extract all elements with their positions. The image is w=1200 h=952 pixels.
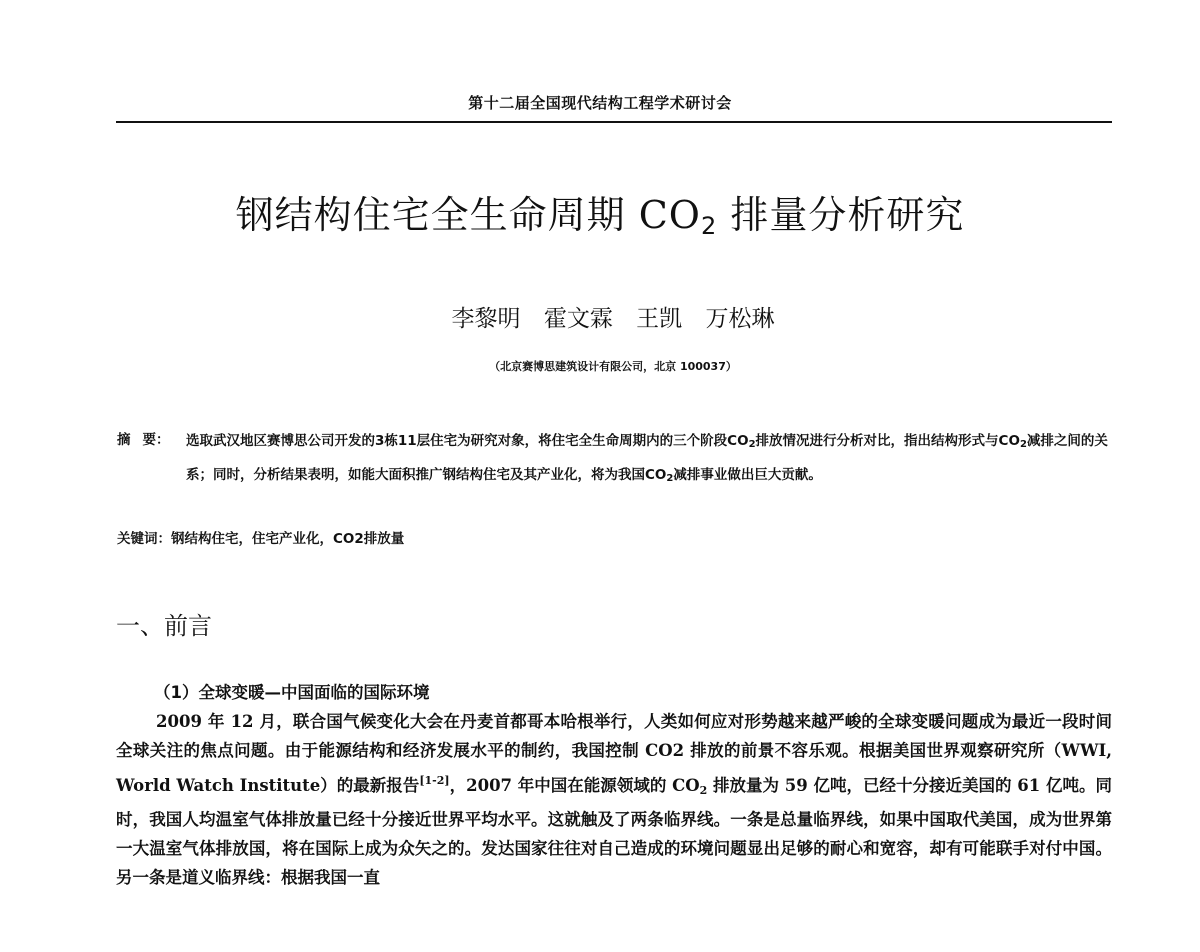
author-name: 万松琳 (705, 306, 775, 332)
paragraph-text: ，2007 年中国在能源领域的 CO (449, 775, 700, 795)
header-rule (116, 121, 1112, 123)
paragraph-text: 2009 年 12 月，联合国气候变化大会在丹麦首都哥本哈根举行，人类如何应对形势越来越严峻的全球变暖问题成为最近一段时间全球关注的焦点问题。由于能源结构和经济发展水平的制约，我国控制 CO2 排放的前景不容乐观。根据美国世界观察研究所（WWI, World Watch Institute）的最新报告 (116, 712, 1112, 795)
abstract-label-char: 摘 (117, 432, 131, 448)
abstract-body (186, 426, 1111, 494)
abstract-label-char: 要： (142, 432, 170, 448)
title-part-after: 排量分析研究 (717, 193, 965, 237)
title-part-before: 钢结构住宅全生命周期 (235, 193, 639, 237)
abstract-text: 减排之间的关系；同时，分析结果表明，如能大面积推广钢结构住宅及其产业化，将为我国CO (186, 433, 1108, 483)
abstract-text: 排放情况进行分析对比，指出结构形式与CO (755, 433, 1020, 449)
author-name: 霍文霖 (543, 306, 613, 332)
author-name: 王凯 (636, 306, 683, 332)
paragraph-subscript: 2 (699, 783, 708, 797)
keywords: 关键词：钢结构住宅，住宅产业化，CO2排放量 (117, 531, 405, 547)
author-name: 李黎明 (451, 306, 521, 332)
abstract-subscript: 2 (666, 473, 674, 484)
sub-heading: （1）全球变暖—中国面临的国际环境 (154, 683, 430, 702)
paragraph-text: 排放量为 59 亿吨，已经十分接近美国的 61 亿吨。同时，我国人均温室气体排放量已经十分接近世界平均水平。这就触及了两条临界线。一条是总量临界线，如果中国取代美国，成为世界第一大温室气体排放国，将在国际上成为众矢之的。发达国家往往对自己造成的环境问题显出足够的耐心和宽容，却有可能联手对付中国。另一条是道义临界线：根据我国一直 (116, 775, 1113, 888)
abstract-subscript: 2 (748, 439, 756, 450)
abstract-label (117, 428, 170, 448)
author-list (0, 300, 1200, 333)
abstract-subscript: 2 (1019, 439, 1027, 450)
abstract-text: 减排事业做出巨大贡献。 (673, 467, 822, 483)
body-paragraph (116, 707, 1112, 893)
title-subscript: 2 (700, 212, 718, 240)
affiliation: （北京赛博思建筑设计有限公司，北京 100037） (489, 360, 737, 373)
citation-ref[interactable]: [1-2] (419, 773, 450, 787)
section-title: 一、前言 (116, 612, 212, 640)
title-co: CO (638, 193, 701, 237)
paper-title (0, 184, 1200, 240)
running-header: 第十二届全国现代结构工程学术研讨会 (468, 94, 732, 112)
abstract-text: 选取武汉地区赛博思公司开发的3栋11层住宅为研究对象，将住宅全生命周期内的三个阶段CO (186, 433, 749, 449)
